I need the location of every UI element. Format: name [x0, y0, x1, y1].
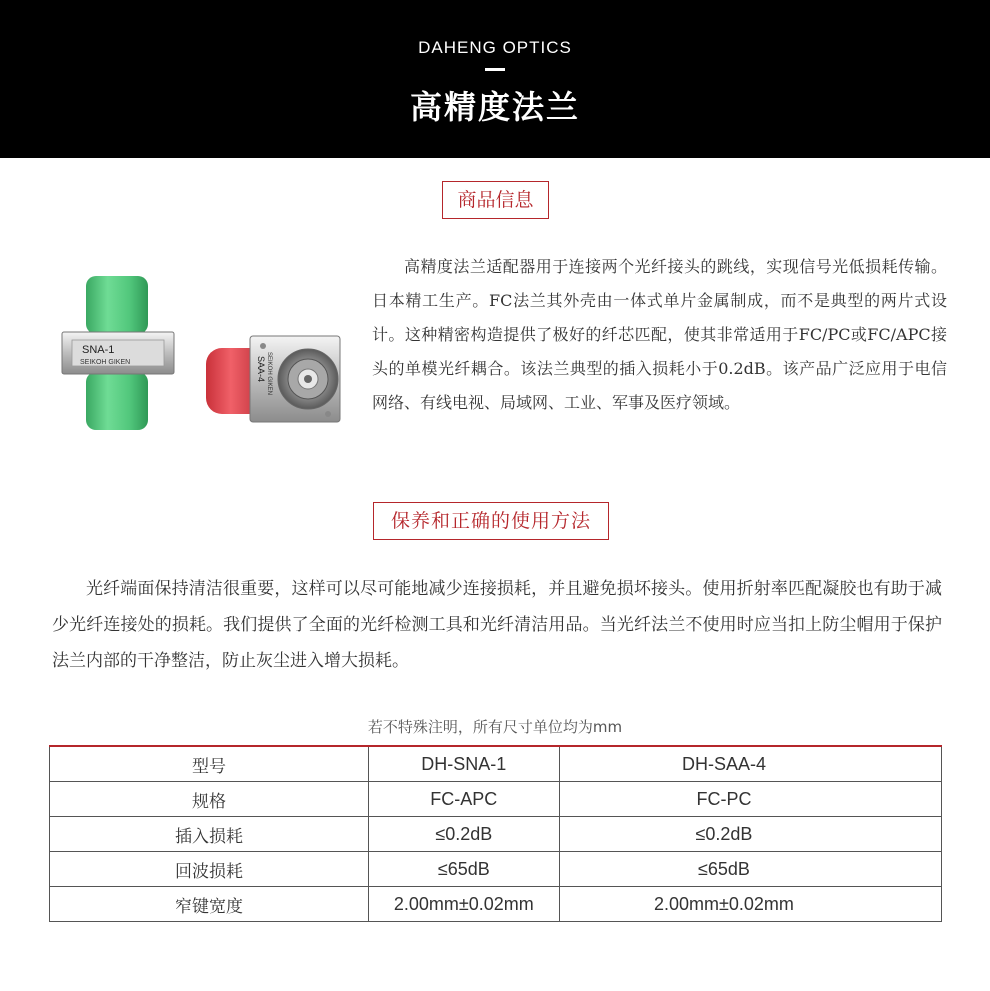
spec-value-saa: ≤65dB	[559, 852, 888, 887]
green-adapter-maker: SEIKOH GIKEN	[80, 359, 131, 366]
maintenance-text: 光纤端面保持清洁很重要，这样可以尽可能地减少连接损耗，并且避免损坏接头。使用折射率匹配凝胶也有助于减少光纤连接处的损耗。我们提供了全面的光纤检测工具和光纤清洁用品。当光纤法兰不使用时应当扣上防尘帽用于保护法兰内部的干净整洁，防止灰尘进入增大损耗。	[52, 579, 942, 671]
maintenance-heading: 保养和正确的使用方法	[373, 502, 609, 540]
red-adapter-maker: SEIKOH GIKEN	[266, 352, 272, 396]
green-adapter-icon	[62, 276, 174, 430]
spec-value-saa: ≤0.2dB	[559, 817, 888, 852]
page-title: 高精度法兰	[409, 88, 580, 126]
spec-value-sna: 2.00mm±0.02mm	[368, 887, 559, 922]
green-adapter-label: SNA-1	[82, 344, 115, 356]
product-image	[58, 268, 358, 448]
spec-label: 窄键宽度	[50, 887, 369, 922]
product-info-heading: 商品信息	[442, 181, 549, 219]
spec-value-sna: ≤0.2dB	[368, 817, 559, 852]
spec-spacer	[888, 817, 941, 852]
spec-value-sna: ≤65dB	[368, 852, 559, 887]
table-row	[50, 746, 942, 782]
spec-value-sna: DH-SNA-1	[368, 746, 559, 782]
units-note: 若不特殊注明，所有尺寸单位均为mm	[367, 718, 623, 736]
spec-spacer	[888, 746, 941, 782]
brand-name: DAHENG OPTICS	[418, 38, 572, 57]
header-banner	[0, 0, 990, 158]
red-adapter-label: SAA-4	[256, 356, 266, 383]
spec-value-sna: FC-APC	[368, 782, 559, 817]
table-row	[50, 852, 942, 887]
spec-spacer	[888, 782, 941, 817]
spec-value-saa: FC-PC	[559, 782, 888, 817]
spec-spacer	[888, 887, 941, 922]
spec-value-saa: 2.00mm±0.02mm	[559, 887, 888, 922]
spec-label: 规格	[50, 782, 369, 817]
brand-underline	[485, 68, 505, 71]
table-row	[50, 887, 942, 922]
spec-value-saa: DH-SAA-4	[559, 746, 888, 782]
spec-spacer	[888, 852, 941, 887]
spec-label: 型号	[50, 746, 369, 782]
spec-label: 插入损耗	[50, 817, 369, 852]
spec-label: 回波损耗	[50, 852, 369, 887]
specs-table	[49, 745, 942, 922]
table-row	[50, 817, 942, 852]
red-adapter-icon	[206, 336, 340, 422]
table-row	[50, 782, 942, 817]
product-description: 高精度法兰适配器用于连接两个光纤接头的跳线，实现信号光低损耗传输。日本精工生产。FC法兰其外壳由一体式单片金属制成，而不是典型的两片式设计。这种精密构造提供了极好的纤芯匹配，使其非常适用于FC/PC或FC/APC接头的单模光纤耦合。该法兰典型的插入损耗小于0.2dB。该产品广泛应用于电信网络、有线电视、局域网、工业、军事及医疗领域。	[372, 257, 947, 412]
